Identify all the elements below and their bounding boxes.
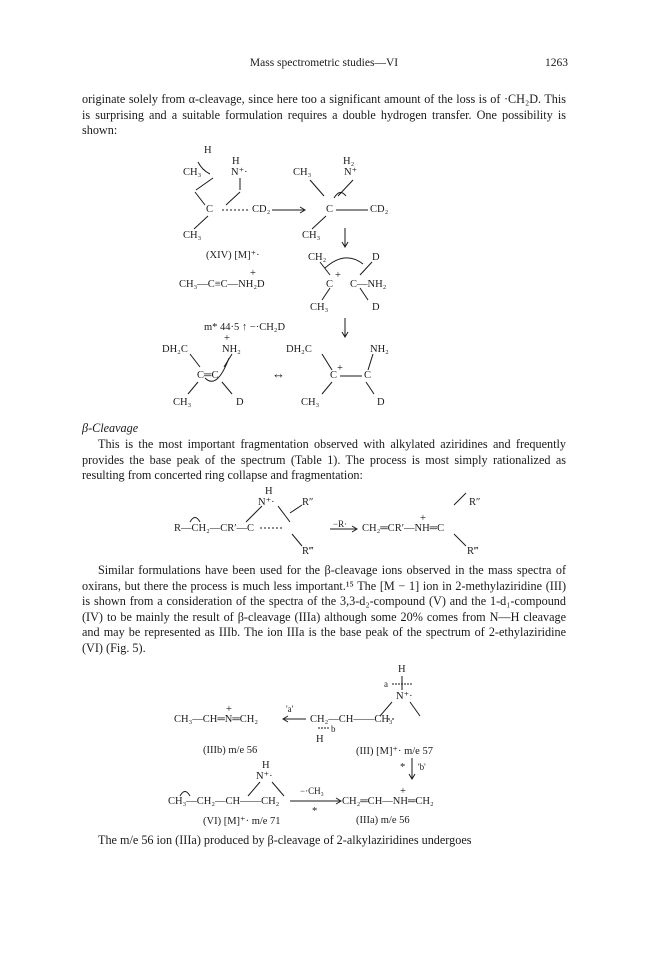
s1-d-b: D (372, 302, 380, 313)
s2-product: CH₂═CR′—NH═C (362, 523, 445, 534)
s3-b-arrow-label: 'b' (418, 762, 426, 772)
s3-cap-vi: (VI) [M]⁺· m/e 71 (203, 816, 281, 827)
s1-d-c: D (236, 397, 244, 408)
s2-r3: R‴ (302, 546, 314, 557)
s1-ch2-dot: CH₂ (308, 252, 327, 263)
s1-ch3-c: CH₃ (183, 230, 202, 241)
s1-label-xiv: (XIV) [M]⁺· (206, 250, 260, 261)
s3-n-vi: N⁺· (256, 771, 273, 782)
s1-nh2-b: NH₂ (370, 344, 389, 355)
section-heading: β-Cleavage (82, 421, 139, 435)
s3-a-arrow-label: 'a' (286, 704, 294, 714)
s3-star: * (400, 762, 406, 773)
s3-h-top: H (398, 664, 406, 675)
s1-c-right: C (326, 204, 334, 215)
s1-c-left: C (206, 204, 214, 215)
s3-vi-formula: CH₃—CH₂—CH——CH₂ (168, 796, 280, 807)
s3-star2: * (312, 806, 318, 817)
s1-plus-r: + (337, 363, 343, 374)
s1-cd2-left: CD₂ (252, 204, 271, 215)
s3-minus-ch3: −·CH₃ (300, 786, 324, 796)
s2-left: R—CH₂—CR′—C (174, 523, 255, 534)
s3-h-bot: H (316, 734, 324, 745)
s2-h: H (265, 486, 273, 497)
s1-c-r1: C (330, 370, 338, 381)
paragraph-1: originate solely from α-cleavage, since here too a significant amount of the loss is of ·CH₂D. This is surprising and a suitable formulation requires a double hydrogen transfer. One possibility is shown: (82, 92, 566, 138)
s3-b-label: b (331, 724, 336, 734)
s1-linear: CH₃—C≡C—NH₂D (179, 279, 265, 290)
paragraph-2: This is the most important fragmentation observed with alkylated aziridines and frequently provides the base peak of the spectrum (Table 1). The process is most simply rationalized as resulting from concerted ring collapse and fragmentation: (82, 437, 566, 483)
s1-ch3-d: CH₃ (302, 230, 321, 241)
s2-arrow-label: −R· (333, 519, 348, 529)
s1-d-a: D (372, 252, 380, 263)
s3-aziridine: CH₂—CH——CH₃ (310, 714, 393, 725)
s1-ch3-b: CH₃ (293, 167, 312, 178)
s3-a-label: a (384, 679, 388, 689)
s3-cap-iii: (III) [M]⁺· m/e 57 (356, 746, 433, 757)
s1-cc-left: C═C (197, 370, 219, 381)
s3-plus-b: + (226, 704, 232, 715)
s2-r3b: R‴ (467, 546, 479, 557)
s3-n: N⁺· (396, 691, 413, 702)
s1-cd2-right: CD₂ (370, 204, 389, 215)
s1-n-plus: N⁺· (231, 167, 248, 178)
running-title: Mass spectrometric studies—VI (249, 57, 399, 69)
s3-h-vi: H (262, 760, 270, 771)
s2-r2b: R″ (469, 497, 481, 508)
s3-cap-iiib: (IIIb) m/e 56 (203, 745, 258, 756)
s1-resonance: ↔ (272, 366, 285, 381)
s1-c-r2: C (364, 370, 372, 381)
s1-plus-nh2: + (224, 333, 230, 344)
s1-d-d: D (377, 397, 385, 408)
s3-cap-iiia: (IIIa) m/e 56 (356, 815, 410, 826)
s1-h-bridge: H (232, 156, 240, 167)
s1-dh2c-a: DH₂C (162, 344, 188, 355)
s1-ch3-e: CH₃ (310, 302, 329, 313)
s1-n-plus2: N⁺ (344, 167, 358, 178)
page-number: 1263 (545, 57, 568, 69)
s1-ch3-f: CH₃ (173, 397, 192, 408)
paragraph-4: The m/e 56 ion (IIIa) produced by β-cleavage of 2-alkylaziridines undergoes (98, 833, 472, 847)
s1-c-nh2: C—NH₂ (350, 279, 387, 290)
s2-plus: + (420, 513, 426, 524)
paragraph-3: Similar formulations have been used for the β-cleavage ions observed in the mass spectra of oxirans, but there the process is much less important.¹⁵ The [M − 1] ion in 2-methylaziridine (III) is shown from a consideration of the spectra of the 3,3-d₂-compound (V) and the 1-d₁-compound (IV) to be mainly the result of β-cleavage (IIIa) although some 20% comes from N—H cleavage and may be represented as IIIb. The ion IIIa is the base peak of the spectrum of 2-ethylaziridine (VI) (Fig. 5). (82, 563, 566, 655)
s3-iiib-formula: CH₃—CH═N═CH₂ (174, 714, 259, 725)
s1-dh2c-b: DH₂C (286, 344, 312, 355)
s3-plus-a: + (400, 786, 406, 797)
s1-h2: H₂ (343, 156, 355, 167)
s2-n: N⁺· (258, 497, 275, 508)
s1-c-mid: C (326, 279, 334, 290)
s1-nh2-plus: NH₂ (222, 344, 241, 355)
s1-plus-linear: + (250, 268, 256, 279)
s1-ch3-g: CH₃ (301, 397, 320, 408)
s1-metastable: m* 44·5 ↑ −·CH₂D (204, 322, 286, 333)
s2-r2: R″ (302, 497, 314, 508)
s3-iiia-formula: CH₂═CH—NH═CH₂ (342, 796, 434, 807)
s1-h-top: H (204, 145, 212, 156)
s1-ch3-a: CH₃ (183, 167, 202, 178)
s1-plus-mid: + (335, 270, 341, 281)
